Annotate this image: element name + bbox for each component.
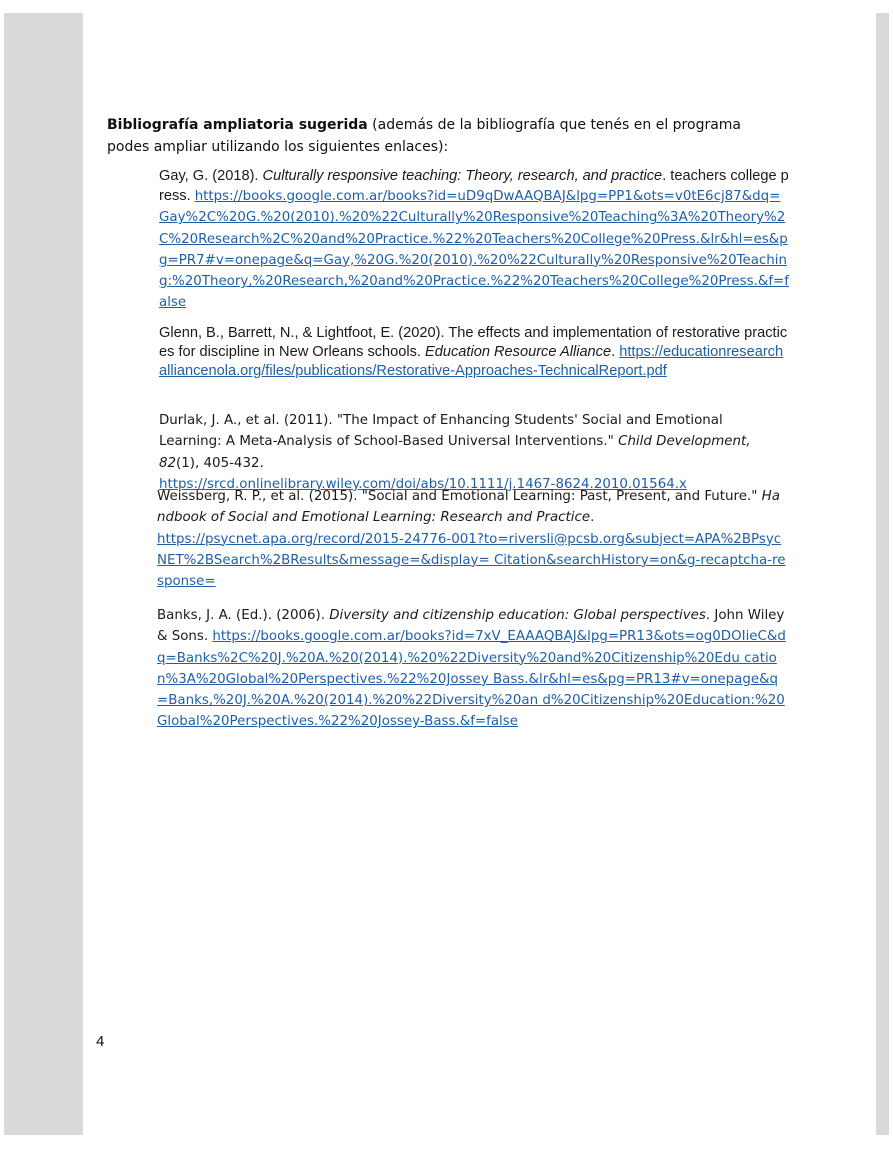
ref-authors: Gay, G. (2018). bbox=[159, 168, 263, 184]
ref-title: Culturally responsive teaching: Theory, research, and practice bbox=[262, 168, 663, 184]
ref-link[interactable]: https://educationresearchalliancenola.org/files/publications/Restorative-Approaches-TechnicalReport.pdf bbox=[159, 344, 784, 379]
ref-publisher: . bbox=[611, 344, 616, 360]
ref-publisher: . bbox=[590, 510, 595, 526]
viewer-gutter-left bbox=[4, 13, 83, 1135]
ref-link[interactable]: https://srcd.onlinelibrary.wiley.com/doi/abs/10.1111/j.1467-8624.2010.01564.x bbox=[159, 476, 687, 492]
reference-gay bbox=[159, 167, 789, 314]
ref-title: Education Resource Alliance bbox=[425, 344, 612, 360]
ref-authors: Glenn, B., Barrett, N., & Lightfoot, E. (2020). The effects and implementation of restorative practices for discipline in New Orleans schools. bbox=[159, 325, 788, 360]
reference-glenn bbox=[159, 324, 789, 381]
ref-link[interactable]: https://books.google.com.ar/books?id=uD9qDwAAQBAJ&lpg=PP1&ots=v0tE6cj87&dq=Gay%2C%20G.%20(2010).%20%22Culturally%20Responsive%20Teaching%3A%20Theory%2C%20Research%2C%20and%20Practice.%22%20Teachers%20College%20Press.&lr&hl=es&pg=PR7#v=onepage&q=Gay,%20G.%20(2010).%20%22Culturally%20Responsive%20Teaching:%20Theory,%20Research,%20and%20Practice.%22%20Teachers%20College%20Press.&f=false bbox=[159, 189, 789, 311]
reference-banks bbox=[157, 605, 787, 733]
ref-authors: Banks, J. A. (Ed.). (2006). bbox=[157, 608, 330, 623]
section-heading: Bibliografía ampliatoria sugerida bbox=[107, 117, 368, 133]
ref-publisher: . John Wiley & Sons. bbox=[157, 608, 785, 645]
ref-title: Diversity and citizenship education: Global perspectives bbox=[329, 608, 706, 623]
ref-authors: Weissberg, R. P., et al. (2015). "Social and Emotional Learning: Past, Present, and Future." bbox=[157, 489, 762, 504]
ref-publisher: . teachers college press. bbox=[159, 168, 789, 204]
intro-paragraph bbox=[107, 114, 787, 158]
ref-title: Handbook of Social and Emotional Learning: Research and Practice bbox=[157, 489, 780, 526]
page-number: 4 bbox=[96, 1033, 105, 1050]
ref-publisher: (1), 405-432. bbox=[176, 455, 264, 471]
reference-durlak bbox=[159, 410, 789, 495]
ref-title: Child Development, 82 bbox=[159, 434, 751, 471]
intro-text: (además de la bibliografía que tenés en el programa podes ampliar utilizando los siguientes enlaces): bbox=[107, 117, 742, 155]
ref-link[interactable]: https://psycnet.apa.org/record/2015-24776-001?to=riversli@pcsb.org&subject=APA%2BPsycNET%2BSearch%2BResults&message=&display= Citation&searchHistory=on&g-recaptcha-response= bbox=[157, 531, 786, 590]
viewer-gutter-right bbox=[876, 13, 889, 1135]
reference-weissberg bbox=[157, 486, 787, 592]
ref-authors: Durlak, J. A., et al. (2011). "The Impact of Enhancing Students' Social and Emotional Learning: A Meta-Analysis of School-Based Universal Interventions." bbox=[159, 413, 723, 450]
ref-link[interactable]: https://books.google.com.ar/books?id=7xV_EAAAQBAJ&lpg=PR13&ots=og0DOIieC&dq=Banks%2C%20J.%20A.%20(2014).%20%22Diversity%20and%20Citizenship%20Edu cation%3A%20Global%20Perspectives.%22%20Jossey Bass.&lr&hl=es&pg=PR13#v=onepage&q=Banks,%20J.%20A.%20(2014).%20%22Diversity%20an d%20Citizenship%20Education:%20Global%20Perspectives.%22%20Jossey-Bass.&f=false bbox=[157, 629, 786, 730]
